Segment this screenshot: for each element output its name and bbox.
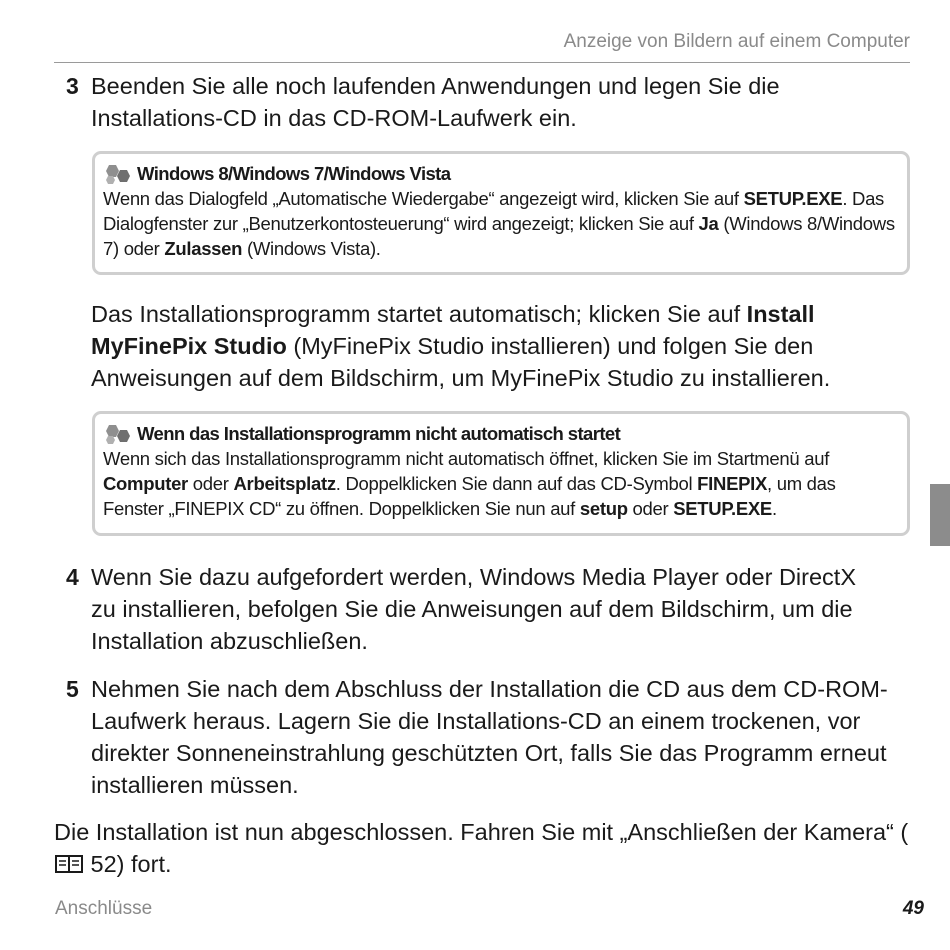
note-title-text: Wenn das Installationsprogramm nicht automatisch startet: [137, 423, 621, 444]
paragraph-bold-install: Install MyFinePix Studio: [91, 301, 815, 359]
step-number: 5: [66, 676, 78, 702]
paragraph-text: (MyFinePix Studio installieren) und folgen Sie den Anweisungen auf dem Bildschirm, um MyFinePix Studio zu installieren.: [91, 333, 831, 391]
note-title: [103, 421, 899, 446]
page-reference: 52: [90, 851, 117, 877]
note-text: . Das Dialogfenster zur „Benutzerkontosteuerung“ wird angezeigt; klicken Sie auf: [103, 188, 885, 234]
note-text: Wenn sich das Installationsprogramm nicht automatisch öffnet, klicken Sie im Startmenü auf: [103, 448, 830, 469]
step-3: [66, 70, 912, 134]
note-text: oder: [627, 498, 674, 519]
book-icon: [54, 851, 84, 873]
note-icon: [103, 423, 133, 445]
note-bold-finepix: FINEPIX: [697, 473, 768, 494]
note-title: [103, 161, 899, 186]
note-text: Wenn das Dialogfeld „Automatische Wiedergabe“ angezeigt wird, klicken Sie auf: [103, 188, 744, 209]
step-5: [66, 673, 912, 801]
note-text: oder: [187, 473, 234, 494]
closing-text: ) fort.: [116, 851, 172, 877]
note-bold-setup-exe: SETUP.EXE: [743, 188, 843, 209]
install-paragraph: [91, 298, 851, 394]
header-rule: [54, 62, 910, 63]
step-number: 4: [66, 564, 78, 590]
note-bold-zulassen: Zulassen: [164, 238, 243, 259]
note-bold-ja: Ja: [698, 213, 719, 234]
closing-paragraph: [54, 816, 914, 880]
running-header: Anzeige von Bildern auf einem Computer: [563, 31, 910, 52]
page-number: 49: [902, 898, 924, 919]
note-bold-computer: Computer: [103, 473, 188, 494]
note-box-autostart: [92, 411, 910, 536]
note-text: (Windows 8/Windows 7) oder: [103, 213, 895, 259]
note-box-windows: [92, 151, 910, 275]
note-body: [103, 186, 899, 261]
step-text: Nehmen Sie nach dem Abschluss der Installation die CD aus dem CD-ROM-Laufwerk heraus. Lagern Sie die Installations-CD an einem trockenen, vor direkter Sonneneinstrahlung geschützten Ort, falls Sie das Programm erneut installieren müssen.: [91, 676, 888, 798]
note-bold-setup: setup: [579, 498, 628, 519]
note-text: (Windows Vista).: [242, 238, 381, 259]
footer-section: Anschlüsse: [55, 898, 153, 919]
chapter-tab: [930, 484, 950, 546]
note-bold-setup-exe: SETUP.EXE: [673, 498, 772, 519]
note-bold-arbeitsplatz: Arbeitsplatz: [233, 473, 336, 494]
step-text: Wenn Sie dazu aufgefordert werden, Windows Media Player oder DirectX zu installieren, befolgen Sie die Anweisungen auf dem Bildschirm, um die Installation abzuschließen.: [91, 564, 857, 654]
note-title-text: Windows 8/Windows 7/Windows Vista: [137, 163, 451, 184]
note-text: , um das Fenster „FINEPIX CD“ zu öffnen. Doppelklicken Sie nun auf: [103, 473, 836, 519]
closing-text: Die Installation ist nun abgeschlossen. Fahren Sie mit „Anschließen der Kamera“ (: [54, 819, 909, 845]
note-body: [103, 446, 899, 521]
step-text: Beenden Sie alle noch laufenden Anwendungen und legen Sie die Installations-CD in das CD-ROM-Laufwerk ein.: [91, 73, 780, 131]
step-4: [66, 561, 886, 657]
note-icon: [103, 163, 133, 185]
note-text: . Doppelklicken Sie dann auf das CD-Symbol: [335, 473, 698, 494]
paragraph-text: Das Installationsprogramm startet automatisch; klicken Sie auf: [91, 301, 747, 327]
note-text: .: [771, 498, 777, 519]
step-number: 3: [66, 73, 78, 99]
